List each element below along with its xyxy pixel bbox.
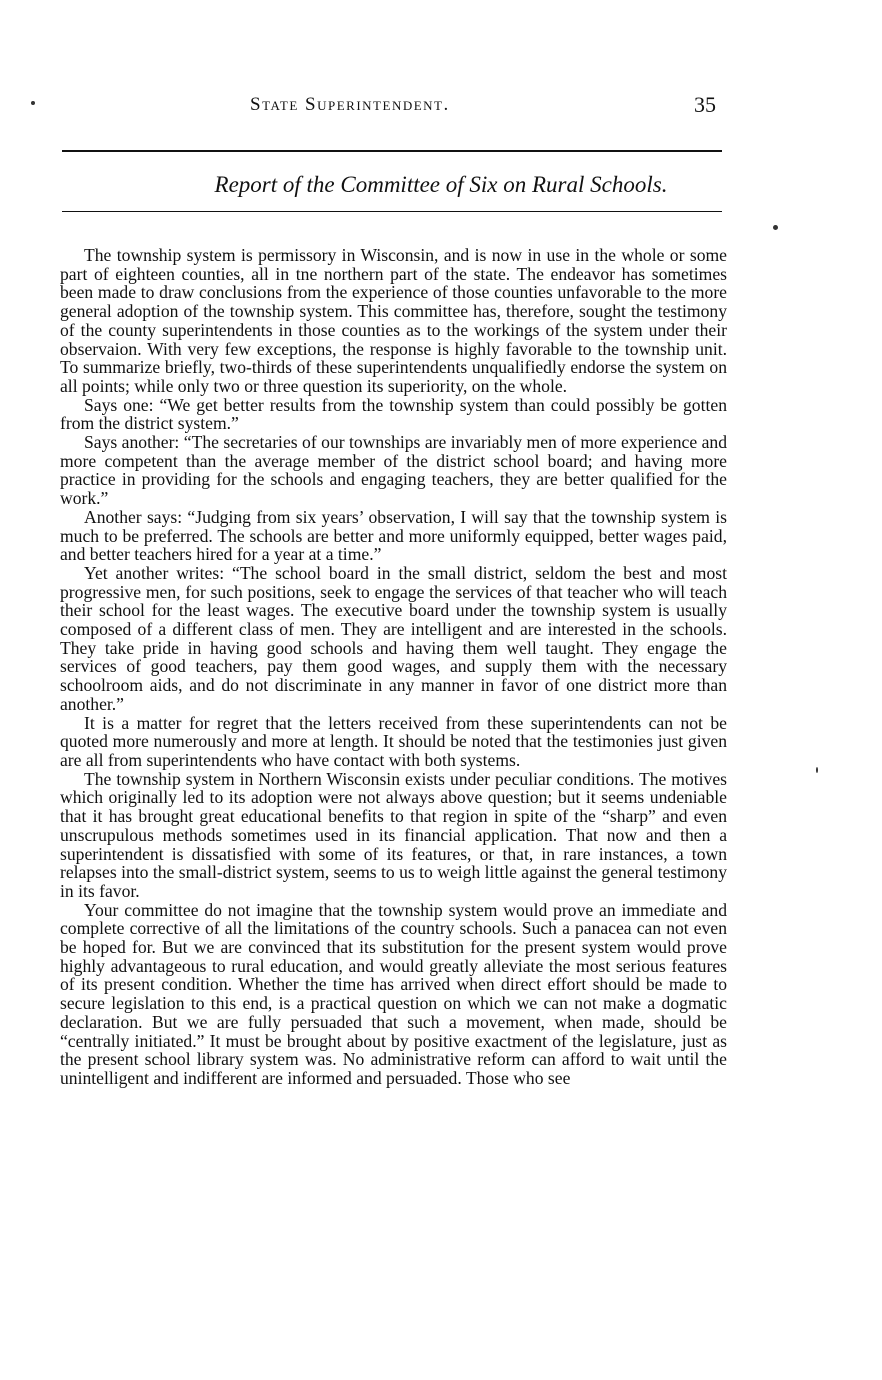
running-header (0, 92, 882, 122)
paragraph: Your committee do not imagine that the township system would prove an immediate and complete corrective of all the limitations of the country schools. Such a panacea can not even be hoped for. But we are convinced that its substitution for the present system would prove highly advantageous to rural education, and would greatly alleviate the most serious features of its present condition. Whether the time has arrived when direct effort should be made to secure legislation to this end, is a practical question on which we can not make a dogmatic declaration. But we are fully persuaded that such a movement, when made, should be “centrally initiated.” It must be brought about by positive exactment of the legislature, just as the present school library system was. No administrative reform can afford to wait until the unintelligent and indifferent are informed and persuaded. Those who see (60, 899, 727, 1088)
paragraph: The township system is permissory in Wisconsin, and is now in use in the whole or some part of eighteen counties, all in tne northern part of the state. The endeavor has sometimes been made to draw conclusions from the experience of those counties unfavorable to the more general adoption of the township system. This committee has, therefore, sought the testimony of the county superintendents in those counties as to the workings of the system under their observaion. With very few exceptions, the response is highly favorable to the township unit. To summarize briefly, two-thirds of these superintendents unqualifiedly endorse the system on all points; while only two or three question its superiority, on the whole. (60, 245, 727, 396)
running-title: State Superintendent. (250, 94, 450, 115)
scan-speck (816, 767, 818, 773)
header-rule-bottom (62, 211, 722, 212)
paragraph: Yet another writes: “The school board in the small district, seldom the best and most progressive men, for such positions, seek to engage the services of that teacher who will teach their school for the least wages. The executive board under the township system is usually composed of a different class of men. They are intelligent and are interested in the schools. They take pride in having good schools and having them well taught. They engage the services of good teachers, pay them good wages, and supply them with the necessary schoolroom aids, and do not discriminate in any manner in favor of one district more than another.” (60, 562, 727, 714)
paragraph: Says one: “We get better results from the township system than could possibly be gotten from the district system.” (60, 394, 727, 434)
header-rule-top (62, 150, 722, 152)
page-number: 35 (694, 92, 716, 117)
paragraph: It is a matter for regret that the letters received from these superintendents can not be quoted more numerously and more at length. It should be noted that the testimonies just given are all from superintendents who have contact with both systems. (60, 712, 727, 770)
scan-speck (773, 225, 778, 230)
paragraph: Says another: “The secretaries of our townships are invariably men of more experience and more competent than the average member of the district school board; and having more practice in providing for the schools and engaging teachers, they are better qualified for the work.” (60, 432, 727, 509)
scan-speck (31, 101, 35, 105)
body-text (60, 246, 727, 1088)
paragraph: The township system in Northern Wisconsin exists under peculiar conditions. The motives which originally led to its adoption were not always above question; but it seems undeniable that it has brought great educational benefits to that region in spite of the “sharp” and even unscrupulous methods sometimes used in its financial application. That now and then a superintendent is dissatisfied with some of its features, or that, in rare instances, a town relapses into the small-district system, seems to us to weigh little against the general testimony in its favor. (60, 768, 727, 901)
section-title: Report of the Committee of Six on Rural Schools. (214, 172, 668, 197)
paragraph: Another says: “Judging from six years’ observation, I will say that the township system is much to be preferred. The schools are better and more uniformly equipped, better wages paid, and better teachers hired for a year at a time.” (60, 506, 727, 565)
